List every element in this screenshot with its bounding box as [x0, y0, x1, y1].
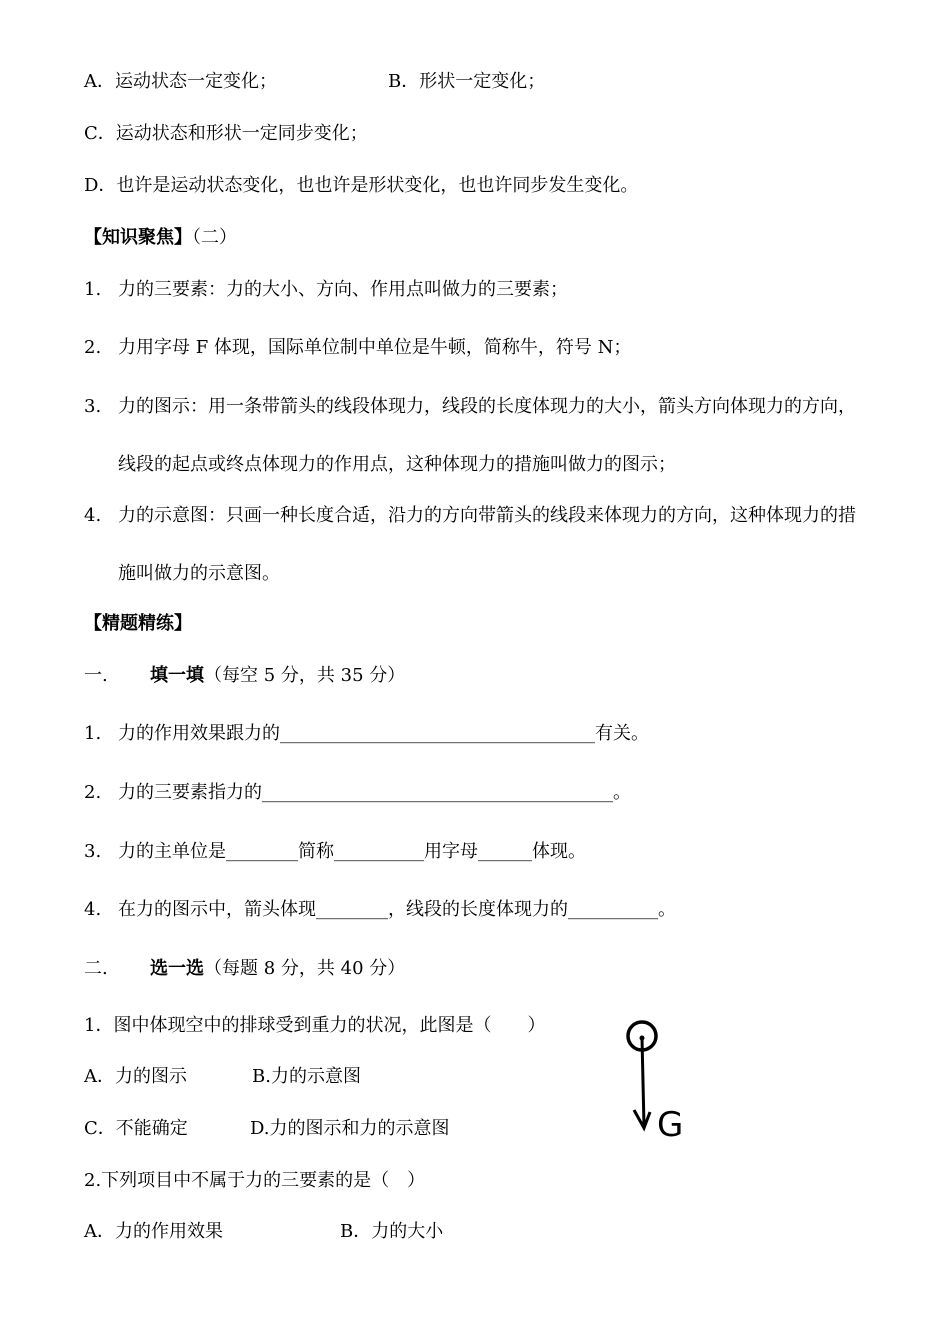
- option-c: C．运动状态和形状一定同步变化；: [84, 123, 368, 144]
- option-d: D．也许是运动状态变化，也也许是形状变化，也也许同步发生变化。: [84, 175, 639, 196]
- option-a: A．运动状态一定变化；: [84, 71, 277, 92]
- ball-gravity-diagram: [615, 1012, 695, 1152]
- practice-heading: 【精题精练】: [84, 613, 192, 634]
- q1-option-b: B.力的示意图: [252, 1066, 361, 1087]
- section2-header: 二. 选一选 （每题 8 分，共 40 分）: [84, 958, 406, 979]
- q1-stem: 1．图中体现空中的排球受到重力的状况，此图是（ ）: [84, 1015, 546, 1036]
- gravity-label: G: [657, 1105, 684, 1145]
- focus-item-4-cont: 施叫做力的示意图。: [118, 563, 280, 584]
- focus-item-3-cont: 线段的起点或终点体现力的作用点，这种体现力的措施叫做力的图示；: [118, 454, 676, 475]
- fill-3: 3. 力的主单位是________简称__________用字母______体现。: [84, 841, 586, 862]
- q2-option-b: B．力的大小: [340, 1221, 444, 1242]
- focus-heading: 【知识聚焦】（二）: [84, 227, 237, 248]
- option-b: B．形状一定变化；: [388, 71, 546, 92]
- section1-header: 一. 填一填 （每空 5 分，共 35 分）: [84, 665, 406, 686]
- fill-4: 4. 在力的图示中，箭头体现________，线段的长度体现力的__________。: [84, 899, 676, 920]
- focus-item-4: 4. 力的示意图：只画一种长度合适，沿力的方向带箭头的线段来体现力的方向，这种体现力的措: [84, 505, 856, 526]
- focus-item-3: 3. 力的图示：用一条带箭头的线段体现力，线段的长度体现力的大小，箭头方向体现力的方向，: [84, 396, 856, 417]
- q1-option-a: A．力的图示: [84, 1066, 187, 1087]
- gravity-figure: [615, 1012, 695, 1152]
- q2-option-a: A．力的作用效果: [84, 1221, 223, 1242]
- q2-stem: 2.下列项目中不属于力的三要素的是（ ）: [84, 1170, 426, 1191]
- fill-2: 2. 力的三要素指力的_______________________________________。: [84, 782, 631, 803]
- fill-1: 1. 力的作用效果跟力的___________________________________有关。: [84, 723, 649, 744]
- focus-item-1: 1. 力的三要素：力的大小、方向、作用点叫做力的三要素；: [84, 279, 568, 300]
- q1-option-d: D.力的图示和力的示意图: [250, 1118, 450, 1139]
- gravity-arrow-head: [634, 1110, 650, 1128]
- focus-item-2: 2. 力用字母 F 体现，国际单位制中单位是牛顿，简称牛，符号 N；: [84, 337, 632, 358]
- gravity-arrow-line: [642, 1038, 644, 1126]
- q1-option-c: C．不能确定: [84, 1118, 188, 1139]
